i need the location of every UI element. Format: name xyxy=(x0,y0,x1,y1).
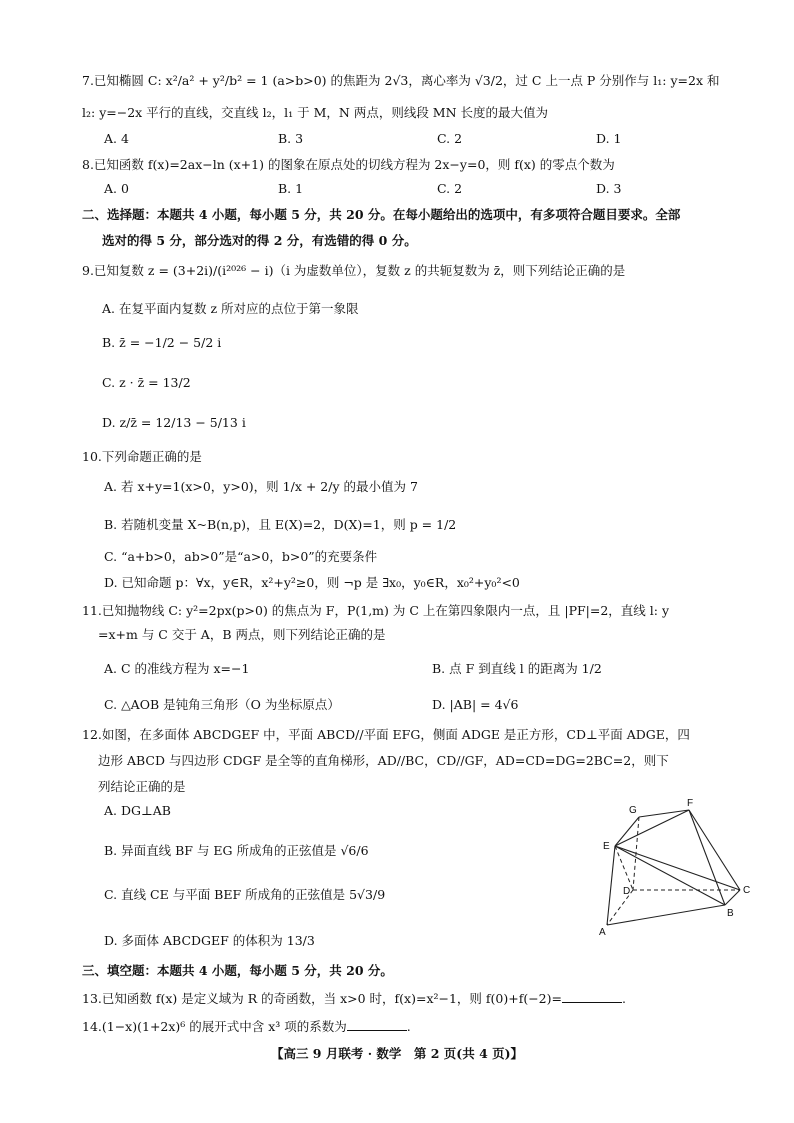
q7-option-c: C. 2 xyxy=(437,131,463,146)
q13-answer-blank[interactable] xyxy=(562,990,622,1003)
q11-line2: =x+m 与 C 交于 A，B 两点，则下列结论正确的是 xyxy=(98,627,386,642)
label-e: E xyxy=(603,841,610,852)
q10-option-c: C. “a+b>0，ab>0”是“a>0，b>0”的充要条件 xyxy=(104,549,378,564)
q11-option-b: B. 点 F 到直线 l 的距离为 1/2 xyxy=(432,661,602,676)
polyhedron-figure xyxy=(595,795,765,945)
q12-option-c: C. 直线 CE 与平面 BEF 所成角的正弦值是 5√3/9 xyxy=(104,887,386,902)
q9-option-c: C. z · z̄ = 13/2 xyxy=(102,375,191,390)
q11-option-c: C. △AOB 是钝角三角形（O 为坐标原点） xyxy=(104,697,340,712)
q12-line3: 列结论正确的是 xyxy=(98,779,186,794)
q12-option-b: B. 异面直线 BF 与 EG 所成角的正弦值是 √6/6 xyxy=(104,843,369,858)
q8-option-c: C. 2 xyxy=(437,181,463,196)
q10-option-a: A. 若 x+y=1(x>0，y>0)，则 1/x + 2/y 的最小值为 7 xyxy=(104,479,418,494)
q7-option-b: B. 3 xyxy=(278,131,304,146)
q7-line1: 7.已知椭圆 C: x²/a² + y²/b² = 1 (a>b>0) 的焦距为 2√3，离心率为 √3/2，过 C 上一点 P 分别作与 l₁: y=2x 和 xyxy=(82,73,720,88)
edge-eb xyxy=(615,846,725,905)
q10-line1: 10.下列命题正确的是 xyxy=(82,449,202,464)
q8-option-b: B. 1 xyxy=(278,181,304,196)
q14-answer-blank[interactable] xyxy=(347,1018,407,1031)
q9-option-d: D. z/z̄ = 12/13 − 5/13 i xyxy=(102,415,246,430)
q12-line1: 12.如图，在多面体 ABCDGEF 中，平面 ABCD//平面 EFG，侧面 ADGE 是正方形，CD⊥平面 ADGE，四 xyxy=(82,727,690,742)
label-b: B xyxy=(727,908,734,919)
q13-end: . xyxy=(622,991,626,1006)
q12-line2: 边形 ABCD 与四边形 CDGF 是全等的直角梯形，AD//BC，CD//GF，AD=CD=DG=2BC=2，则下 xyxy=(98,753,669,768)
q11-option-d: D. |AB| = 4√6 xyxy=(432,697,519,712)
label-g: G xyxy=(629,805,637,816)
q12-option-d: D. 多面体 ABCDGEF 的体积为 13/3 xyxy=(104,933,315,948)
edge-ab xyxy=(607,905,725,925)
q9-option-a: A. 在复平面内复数 z 所对应的点位于第一象限 xyxy=(102,301,359,316)
q8-option-d: D. 3 xyxy=(596,181,622,196)
label-f: F xyxy=(687,798,694,809)
q8-line1: 8.已知函数 f(x)=2ax−ln (x+1) 的图象在原点处的切线方程为 2x−y=0，则 f(x) 的零点个数为 xyxy=(82,157,615,172)
label-d: D xyxy=(623,886,631,897)
q13-text: 13.已知函数 f(x) 是定义域为 R 的奇函数，当 x>0 时，f(x)=x²−1，则 f(0)+f(−2)= xyxy=(82,991,562,1006)
section2-heading-line2: 选对的得 5 分，部分选对的得 2 分，有选错的得 0 分。 xyxy=(102,233,417,248)
page-footer: 【高三 9 月联考 · 数学 第 2 页(共 4 页)】 xyxy=(270,1046,524,1061)
edge-ed xyxy=(615,846,633,890)
label-a: A xyxy=(599,927,606,938)
q10-option-d: D. 已知命题 p：∀x，y∈R，x²+y²≥0，则 ¬p 是 ∃x₀，y₀∈R，x₀²+y₀²<0 xyxy=(104,575,520,590)
edge-ge xyxy=(615,817,639,846)
edge-bc xyxy=(725,890,740,905)
q11-line1: 11.已知抛物线 C: y²=2px(p>0) 的焦点为 F，P(1,m) 为 C 上在第四象限内一点，且 |PF|=2，直线 l: y xyxy=(82,603,670,618)
q13-line xyxy=(82,990,626,1008)
q7-option-a: A. 4 xyxy=(104,131,129,146)
q14-line xyxy=(82,1018,411,1036)
q9-line1: 9.已知复数 z = (3+2i)/(i²⁰²⁶ − i)（i 为虚数单位），复数 z 的共轭复数为 z̄，则下列结论正确的是 xyxy=(82,263,626,278)
q7-option-d: D. 1 xyxy=(596,131,622,146)
q14-text: 14.(1−x)(1+2x)⁶ 的展开式中含 x³ 项的系数为 xyxy=(82,1019,347,1034)
q11-option-a: A. C 的准线方程为 x=−1 xyxy=(104,661,250,676)
q14-end: . xyxy=(406,1019,411,1034)
q7-line2: l₂: y=−2x 平行的直线，交直线 l₂，l₁ 于 M，N 两点，则线段 MN 长度的最大值为 xyxy=(82,105,549,120)
q9-option-b: B. z̄ = −1/2 − 5/2 i xyxy=(102,335,222,350)
edge-gd xyxy=(633,817,639,890)
section2-heading: 二、选择题：本题共 4 小题，每小题 5 分，共 20 分。在每小题给出的选项中，有多项符合题目要求。全部 xyxy=(82,207,681,222)
section3-heading: 三、填空题：本题共 4 小题，每小题 5 分，共 20 分。 xyxy=(82,963,393,978)
q10-option-b: B. 若随机变量 X~B(n,p)，且 E(X)=2，D(X)=1，则 p = 1/2 xyxy=(104,517,457,532)
label-c: C xyxy=(743,885,751,896)
edge-ea xyxy=(607,846,615,925)
q12-option-a: A. DG⊥AB xyxy=(104,803,171,818)
q8-option-a: A. 0 xyxy=(104,181,129,196)
